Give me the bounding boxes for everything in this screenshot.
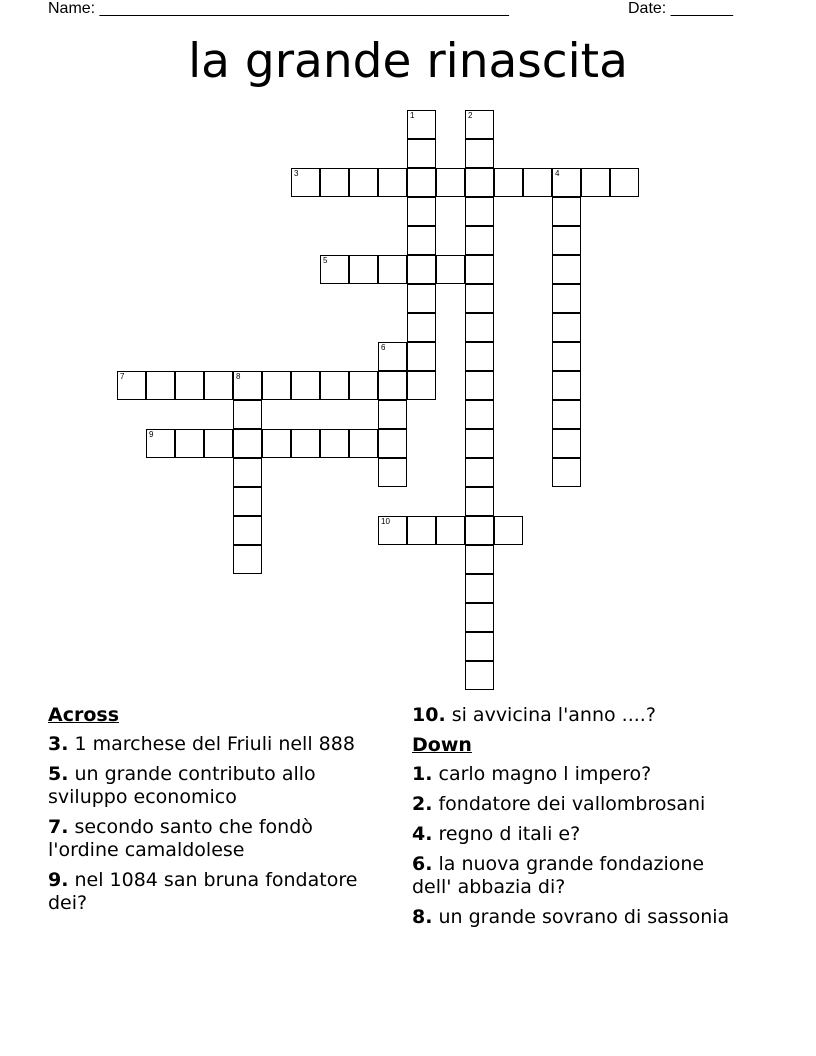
crossword-cell[interactable] [436,168,465,197]
down-heading: Down [412,734,472,756]
across-clue [48,733,378,756]
cell-number: 2 [468,111,473,120]
cell-number: 10 [381,517,390,526]
clues-left-column [48,704,378,922]
across-clue [48,816,378,862]
down-clue [412,793,742,816]
crossword-cell[interactable] [465,516,494,545]
across-clue [412,704,742,727]
down-clue [412,823,742,846]
crossword-cell[interactable] [320,255,349,284]
crossword-cell[interactable] [378,255,407,284]
crossword-cell[interactable] [320,168,349,197]
crossword-cell[interactable] [465,429,494,458]
crossword-cell[interactable] [320,371,349,400]
cell-number: 9 [149,430,154,439]
clue-text: nel 1084 san bruna fondatore dei? [48,869,358,914]
crossword-cell[interactable] [552,284,581,313]
crossword-cell[interactable] [465,168,494,197]
crossword-cell[interactable] [465,487,494,516]
crossword-cell[interactable] [465,226,494,255]
crossword-cell[interactable] [581,168,610,197]
crossword-cell[interactable] [552,400,581,429]
clue-number: 7. [48,816,69,838]
clue-text: un grande contributo allo sviluppo economico [48,763,316,808]
crossword-cell[interactable] [552,458,581,487]
clue-text: si avvicina l'anno ....? [445,704,656,726]
crossword-cell[interactable] [407,197,436,226]
crossword-cell[interactable] [552,429,581,458]
crossword-cell[interactable] [233,400,262,429]
clue-text: la nuova grande fondazione dell' abbazia di? [412,853,705,898]
across-clue [48,869,378,915]
crossword-cell[interactable] [407,110,436,139]
crossword-cell[interactable] [378,342,407,371]
down-clue [412,763,742,786]
crossword-cell[interactable] [494,516,523,545]
crossword-cell[interactable] [204,429,233,458]
crossword-cell[interactable] [552,313,581,342]
cell-number: 3 [294,169,299,178]
crossword-cell[interactable] [378,168,407,197]
crossword-cell[interactable] [610,168,639,197]
crossword-cell[interactable] [349,255,378,284]
crossword-cell[interactable] [407,139,436,168]
crossword-cell[interactable] [465,139,494,168]
clue-number: 3. [48,733,69,755]
crossword-cell[interactable] [465,197,494,226]
date-field: Date: _______ [628,0,733,17]
crossword-cell[interactable] [320,429,349,458]
crossword-cell[interactable] [552,226,581,255]
crossword-cell[interactable] [407,342,436,371]
down-clue [412,906,742,929]
crossword-cell[interactable] [465,342,494,371]
clue-text: 1 marchese del Friuli nell 888 [68,733,355,755]
crossword-cell[interactable] [146,429,175,458]
crossword-cell[interactable] [407,516,436,545]
crossword-cell[interactable] [523,168,552,197]
crossword-cell[interactable] [407,226,436,255]
crossword-cell[interactable] [349,168,378,197]
crossword-cell[interactable] [465,255,494,284]
crossword-cell[interactable] [291,429,320,458]
crossword-cell[interactable] [465,313,494,342]
crossword-cell[interactable] [494,168,523,197]
crossword-cell[interactable] [407,313,436,342]
name-field: Name: ______________________________________________ [48,0,509,17]
crossword-cell[interactable] [552,197,581,226]
clue-number: 2. [412,793,433,815]
crossword-cell[interactable] [465,110,494,139]
crossword-cell[interactable] [378,516,407,545]
crossword-cell[interactable] [552,371,581,400]
clue-number: 1. [412,763,433,785]
crossword-cell[interactable] [262,371,291,400]
crossword-cell[interactable] [378,400,407,429]
cell-number: 4 [555,169,560,178]
crossword-cell[interactable] [465,661,494,690]
cell-number: 7 [120,372,125,381]
crossword-cell[interactable] [233,429,262,458]
crossword-cell[interactable] [378,429,407,458]
clue-number: 10. [412,704,446,726]
crossword-cell[interactable] [175,371,204,400]
clue-text: fondatore dei vallombrosani [432,793,706,815]
cell-number: 1 [410,111,415,120]
cell-number: 5 [323,256,328,265]
crossword-cell[interactable] [465,545,494,574]
crossword-cell[interactable] [146,371,175,400]
cell-number: 8 [236,372,241,381]
down-clue [412,853,742,899]
crossword-cell[interactable] [378,458,407,487]
crossword-cell[interactable] [552,342,581,371]
crossword-cell[interactable] [407,255,436,284]
crossword-cell[interactable] [349,371,378,400]
crossword-cell[interactable] [117,371,146,400]
crossword-cell[interactable] [465,284,494,313]
crossword-cell[interactable] [436,516,465,545]
crossword-cell[interactable] [552,168,581,197]
crossword-cell[interactable] [233,458,262,487]
crossword-cell[interactable] [291,168,320,197]
across-clue [48,763,378,809]
clue-number: 6. [412,853,433,875]
crossword-cell[interactable] [233,487,262,516]
clue-number: 8. [412,906,433,928]
crossword-cell[interactable] [233,545,262,574]
puzzle-title: la grande rinascita [188,34,628,89]
crossword-cell[interactable] [407,168,436,197]
crossword-cell[interactable] [436,255,465,284]
crossword-cell[interactable] [291,371,320,400]
crossword-cell[interactable] [378,371,407,400]
crossword-cell[interactable] [262,429,291,458]
crossword-cell[interactable] [233,516,262,545]
crossword-cell[interactable] [465,371,494,400]
clue-text: secondo santo che fondò l'ordine camaldolese [48,816,313,861]
clues-right-column [412,704,742,936]
crossword-cell[interactable] [233,371,262,400]
crossword-cell[interactable] [175,429,204,458]
crossword-cell[interactable] [465,632,494,661]
clue-number: 4. [412,823,433,845]
crossword-cell[interactable] [465,574,494,603]
clue-text: carlo magno l impero? [432,763,652,785]
crossword-cell[interactable] [465,458,494,487]
clue-text: un grande sovrano di sassonia [432,906,730,928]
cell-number: 6 [381,343,386,352]
crossword-cell[interactable] [407,371,436,400]
crossword-cell[interactable] [465,603,494,632]
crossword-cell[interactable] [204,371,233,400]
crossword-cell[interactable] [552,255,581,284]
clue-number: 9. [48,869,69,891]
clue-number: 5. [48,763,69,785]
crossword-cell[interactable] [465,400,494,429]
clue-text: regno d itali e? [432,823,581,845]
crossword-cell[interactable] [349,429,378,458]
crossword-cell[interactable] [407,284,436,313]
across-heading: Across [48,704,120,726]
